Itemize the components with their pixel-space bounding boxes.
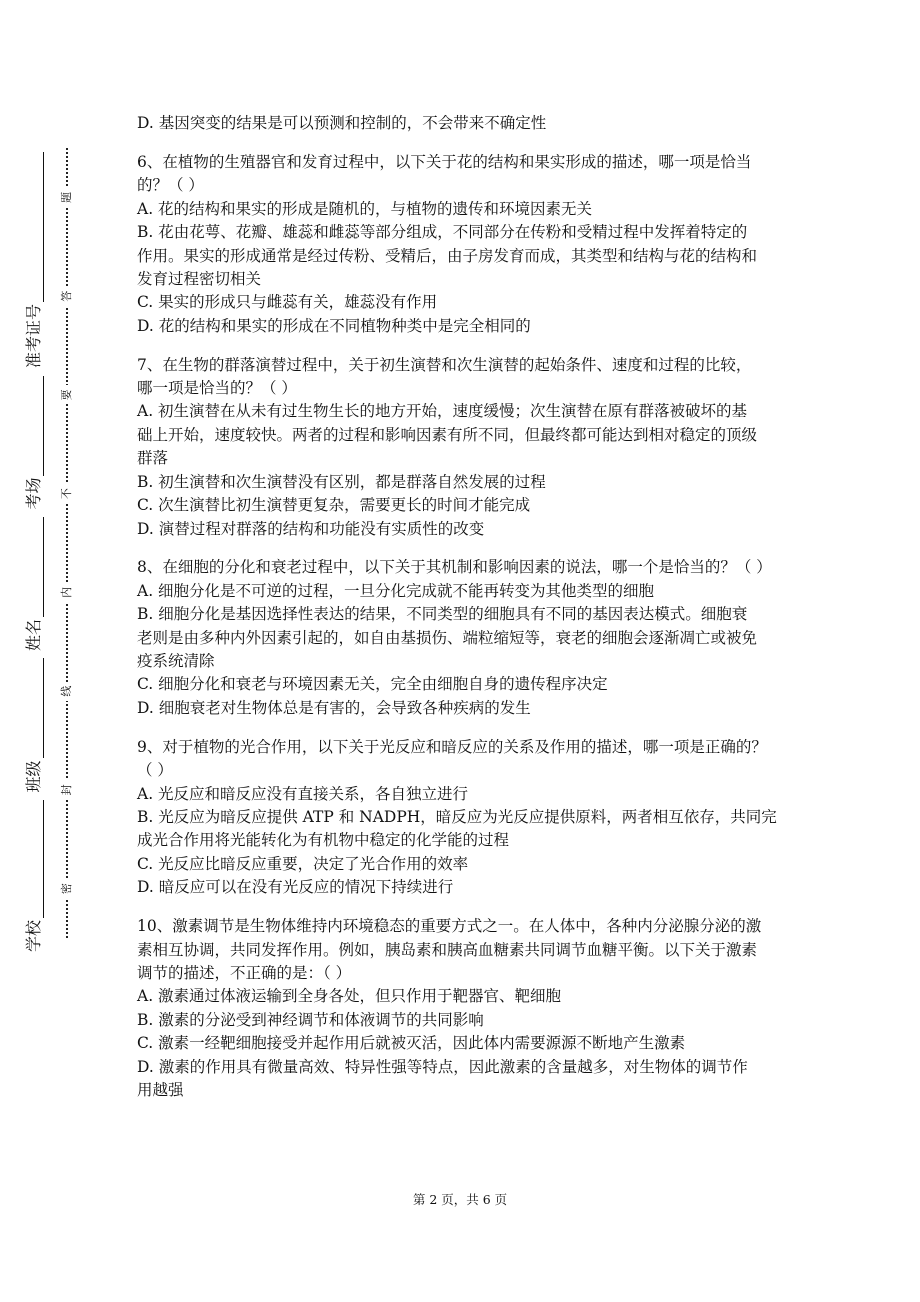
- seal-dotted-line: [60, 148, 82, 938]
- info-field: [21, 517, 44, 651]
- info-field: [21, 152, 44, 368]
- seal-line-strip: [60, 148, 82, 938]
- question-item: [137, 354, 792, 541]
- page-footer: 第 2 页，共 6 页: [412, 1192, 508, 1207]
- question-stem: 10、激素调节是生物体维持内环境稳态的重要方式之一。在人体中，各种内分泌腺分泌的激: [137, 917, 762, 936]
- question-content: [137, 112, 792, 1102]
- info-field-label: 班级: [24, 760, 43, 793]
- answer-option: D. 细胞衰老对生物体总是有害的，会导致各种疾病的发生: [137, 698, 531, 717]
- question-stem: 调节的描述，不正确的是：（ ）: [137, 963, 352, 982]
- info-field-label: 学校: [24, 919, 43, 952]
- question-stem: 6、在植物的生殖器官和发育过程中，以下关于花的结构和果实形成的描述，哪一项是恰当: [137, 152, 752, 171]
- answer-option: D. 暗反应可以在没有光反应的情况下持续进行: [137, 878, 454, 897]
- answer-option: A. 激素通过体液运输到全身各处，但只作用于靶器官、靶细胞: [137, 987, 562, 1006]
- binding-margin: [0, 0, 100, 1302]
- info-field: [21, 376, 44, 510]
- answer-option: 发育过程密切相关: [137, 269, 262, 288]
- seal-line-char: 要: [58, 385, 74, 404]
- question-stem: 9、对于植物的光合作用，以下关于光反应和暗反应的关系及作用的描述，哪一项是正确的？: [137, 737, 767, 756]
- answer-option: A. 细胞分化是不可逆的过程，一旦分化完成就不能再转变为其他类型的细胞: [137, 581, 655, 600]
- answer-option: 用越强: [137, 1080, 184, 1099]
- answer-option: 础上开始，速度较快。两者的过程和影响因素有所不同，但最终都可能达到相对稳定的顶级: [137, 425, 758, 444]
- student-info-strip: [20, 152, 44, 952]
- previous-question-option-d: D. 基因突变的结果是可以预测和控制的，不会带来不确定性: [137, 114, 547, 132]
- question-stem: 8、在细胞的分化和衰老过程中，以下关于其机制和影响因素的说法，哪一个是恰当的？（ ）: [137, 558, 772, 577]
- answer-option: B. 光反应为暗反应提供 ATP 和 NADPH，暗反应为光反应提供原料，两者相互依存，共同完: [137, 807, 777, 826]
- info-field: [21, 800, 44, 952]
- answer-option: 成光合作用将光能转化为有机物中稳定的化学能的过程: [137, 831, 510, 850]
- student-info-fields: [20, 152, 44, 952]
- answer-option: A. 光反应和暗反应没有直接关系，各自独立进行: [137, 784, 469, 803]
- answer-option: 老则是由多种内外因素引起的，如自由基损伤、端粒缩短等，衰老的细胞会逐渐凋亡或被免: [137, 628, 758, 647]
- answer-option: B. 细胞分化是基因选择性表达的结果，不同类型的细胞具有不同的基因表达模式。细胞衰: [137, 605, 748, 624]
- answer-option: D. 花的结构和果实的形成在不同植物种类中是完全相同的: [137, 316, 531, 335]
- seal-line-char: 内: [58, 583, 74, 602]
- answer-option: C. 细胞分化和衰老与环境因素无关，完全由细胞自身的遗传程序决定: [137, 675, 608, 694]
- answer-option: 作用。果实的形成通常是经过传粉、受精后，由子房发育而成，其类型和结构与花的结构和: [137, 246, 758, 265]
- answer-option: C. 激素一经靶细胞接受并起作用后就被灭活，因此体内需要源源不断地产生激素: [137, 1034, 686, 1053]
- info-field: [21, 659, 44, 793]
- answer-option: 群落: [137, 449, 169, 468]
- seal-line-char: 封: [58, 780, 74, 799]
- info-field-blank[interactable]: [25, 152, 44, 302]
- seal-line-char: 题: [58, 188, 74, 207]
- info-field-blank[interactable]: [25, 659, 44, 759]
- answer-option: A. 花的结构和果实的形成是随机的，与植物的遗传和环境因素无关: [137, 199, 593, 218]
- answer-option: B. 激素的分泌受到神经调节和体液调节的共同影响: [137, 1010, 484, 1029]
- seal-line-char: 线: [58, 682, 74, 701]
- seal-line-char: 答: [58, 287, 74, 306]
- answer-option: D. 激素的作用具有微量高效、特异性强等特点，因此激素的含量越多，对生物体的调节作: [137, 1057, 748, 1076]
- question-stem: （ ）: [137, 761, 173, 780]
- question-item: [137, 151, 792, 338]
- question-stem: 哪一项是恰当的？（ ）: [137, 379, 297, 398]
- answer-option: C. 次生演替比初生演替更复杂，需要更长的时间才能完成: [137, 496, 531, 515]
- question-item: [137, 915, 792, 1102]
- question-item: [137, 556, 792, 720]
- answer-option: 疫系统清除: [137, 652, 215, 671]
- info-field-blank[interactable]: [25, 517, 44, 617]
- question-stem: 素相互协调，共同发挥作用。例如，胰岛素和胰高血糖素共同调节血糖平衡。以下关于激素: [137, 940, 758, 959]
- answer-option: A. 初生演替在从未有过生物生长的地方开始，速度缓慢；次生演替在原有群落被破坏的基: [137, 402, 748, 421]
- question-stem: 的？（ ）: [137, 176, 204, 195]
- question-stem: 7、在生物的群落演替过程中，关于初生演替和次生演替的起始条件、速度和过程的比较，: [137, 355, 752, 374]
- info-field-label: 考场: [24, 477, 43, 510]
- info-field-blank[interactable]: [25, 376, 44, 476]
- question-item: [137, 736, 792, 900]
- info-field-label: 准考证号: [24, 304, 43, 369]
- info-field-label: 姓名: [24, 619, 43, 652]
- answer-option: D. 演替过程对群落的结构和功能没有实质性的改变: [137, 519, 485, 538]
- answer-option: C. 光反应比暗反应重要，决定了光合作用的效率: [137, 854, 469, 873]
- answer-option: B. 初生演替和次生演替没有区别，都是群落自然发展的过程: [137, 472, 546, 491]
- seal-line-char: 不: [58, 484, 74, 503]
- seal-line-char: 密: [58, 879, 74, 898]
- info-field-blank[interactable]: [25, 800, 44, 918]
- answer-option: C. 果实的形成只与雌蕊有关，雄蕊没有作用: [137, 293, 438, 312]
- answer-option: B. 花由花萼、花瓣、雄蕊和雌蕊等部分组成，不同部分在传粉和受精过程中发挥着特定的: [137, 223, 748, 242]
